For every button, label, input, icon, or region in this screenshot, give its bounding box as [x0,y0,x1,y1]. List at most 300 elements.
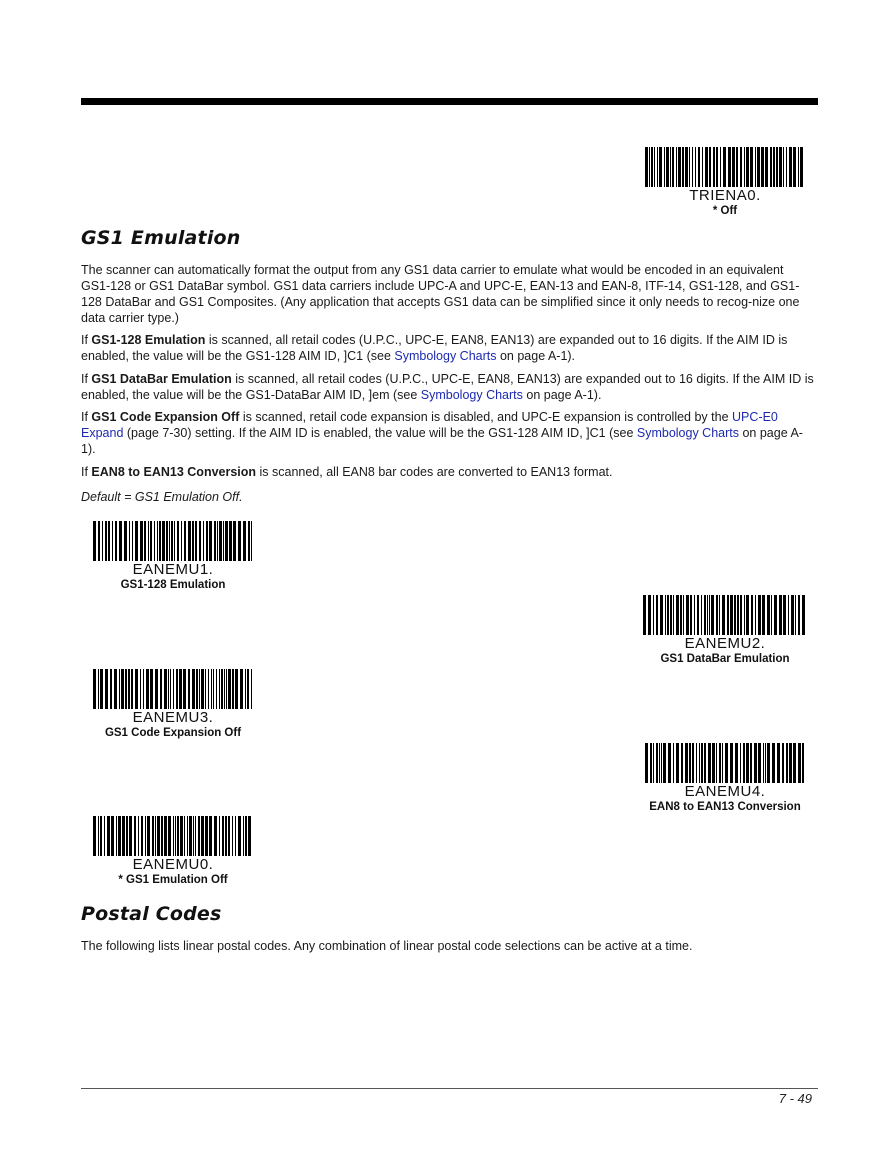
barcode-eanemu2[interactable] [640,595,810,665]
barcode-bar [654,147,655,187]
barcode-bar [755,147,756,187]
barcode-bar [148,521,149,561]
barcode-bar [716,595,718,635]
barcode-bar [214,521,216,561]
barcode-bar [734,595,736,635]
barcode-bar [189,816,192,856]
barcode-eanemu4[interactable] [640,743,810,813]
barcode-bar [649,147,650,187]
barcode-bar [177,816,179,856]
barcode-caption: GS1 Code Expansion Off [104,727,242,739]
barcode-bar [704,743,706,783]
barcode-bar [159,521,161,561]
barcode-bar [188,521,191,561]
barcode-bar [108,521,110,561]
paragraph-postal-intro: The following lists linear postal codes. Any combination of linear postal code selections can be active at a time. [81,939,693,953]
barcode-bars [643,147,807,187]
barcode-bar [233,521,236,561]
term-gs1-code-expansion-off: GS1 Code Expansion Off [91,410,240,424]
barcode-eanemu0[interactable] [87,816,259,886]
barcode-bar [196,669,198,709]
barcode-bar [789,147,792,187]
barcode-bars [91,669,255,709]
barcode-eanemu3[interactable] [87,669,259,739]
barcode-bar [765,147,768,187]
barcode-bar [761,147,764,187]
barcode-bar [110,669,112,709]
barcode-bar [758,595,761,635]
barcode-bar [707,595,708,635]
barcode-bar [98,816,99,856]
barcode-bar [665,595,666,635]
barcode-bar [201,816,204,856]
barcode-bar [138,816,139,856]
barcode-caption: GS1-128 Emulation [120,579,226,591]
barcode-bar [708,743,711,783]
barcode-code-text: EANEMU4. [684,783,766,800]
barcode-bar [195,816,196,856]
barcode-bar [648,595,651,635]
barcode-bar [771,595,772,635]
barcode-bar [690,595,692,635]
barcode-bar [664,147,665,187]
barcode-code-text: EANEMU3. [132,709,214,726]
barcode-bar [670,147,671,187]
barcode-bar [228,816,230,856]
barcode-bar [701,743,703,783]
barcode-bar [152,816,154,856]
barcode-bar [179,669,182,709]
barcode-bar [107,816,110,856]
barcode-bar [143,669,144,709]
barcode-bar [651,147,653,187]
barcode-bar [141,816,143,856]
barcode-bar [201,669,204,709]
term-ean8-to-ean13-conversion: EAN8 to EAN13 Conversion [91,465,257,479]
barcode-bar [676,743,679,783]
barcode-bar [716,147,718,187]
paragraph-intro: The scanner can automatically format the output from any GS1 data carrier to emulate what would be encoded in an equivalent GS1-128 or GS1 DataBar symbol. GS1 data carriers include UPC-A and UPC-E, EAN-13 and EAN-8, ITF-14, GS1-128, and GS1-128 DataBar and GS1 Composites. (Any application that accepts GS1 data can be simplified since it only needs to recog-nize one data carrier type.) [81,263,800,325]
barcode-bar [746,595,749,635]
barcode-bar [673,743,674,783]
barcode-bar [783,147,784,187]
barcode-bar [119,669,120,709]
barcode-bar [645,743,648,783]
barcode-trien0[interactable] [640,147,810,217]
barcode-bar [100,816,102,856]
barcode-bar [208,669,209,709]
barcode-bar [243,521,246,561]
barcode-bar [672,147,674,187]
barcode-bar [93,521,96,561]
barcode-bar [176,669,178,709]
barcode-bar [232,816,233,856]
barcode-bar [168,816,171,856]
barcode-bar [746,147,749,187]
barcode-bar [119,521,122,561]
barcode-bar [682,147,684,187]
barcode-bar [689,743,691,783]
barcode-bar [685,743,688,783]
barcode-bar [150,521,152,561]
barcode-bar [192,521,194,561]
barcode-bar [744,147,745,187]
barcode-bar [170,669,171,709]
barcode-bar [789,743,792,783]
barcode-bar [695,147,696,187]
barcode-bar [235,816,236,856]
barcode-bar [209,816,212,856]
barcode-bar [786,743,788,783]
barcode-bar [740,595,742,635]
barcode-bar [676,595,679,635]
barcode-bar [740,743,741,783]
barcode-bar [744,595,745,635]
barcode-bar [800,147,803,187]
barcode-bar [767,743,770,783]
barcode-bar [678,147,681,187]
section-heading-postal-codes: Postal Codes [81,903,222,925]
barcode-bar [199,521,201,561]
barcode-bar [115,521,117,561]
barcode-bar [720,147,721,187]
barcode-bar [180,816,183,856]
barcode-bar [181,521,182,561]
barcode-bar [118,816,121,856]
barcode-bar [98,521,100,561]
barcode-bar [248,816,251,856]
barcode-bar [251,521,252,561]
barcode-bar [713,147,715,187]
barcode-bar [686,595,689,635]
barcode-bar [93,816,96,856]
barcode-bar [705,147,708,187]
link-symbology-charts[interactable]: Symbology Charts [636,426,739,440]
barcode-bar [206,521,208,561]
barcode-bar [740,147,742,187]
barcode-bar [105,521,107,561]
barcode-bar [791,595,794,635]
barcode-bar [716,743,717,783]
barcode-bar [184,816,185,856]
link-symbology-charts[interactable]: Symbology Charts [420,388,523,402]
barcode-bar [661,743,662,783]
barcode-bar [187,816,188,856]
barcode-bar [225,521,228,561]
barcode-bar [697,595,699,635]
barcode-bar [663,743,666,783]
barcode-bar [777,743,780,783]
barcode-bar [155,816,156,856]
barcode-bar [93,669,96,709]
default-setting-text: Default = GS1 Emulation Off. [81,490,243,504]
barcode-bar [750,743,752,783]
barcode-bar [213,669,214,709]
barcode-bar [653,595,654,635]
barcode-bar [689,147,690,187]
barcode-bar [169,521,170,561]
barcode-bar [709,595,710,635]
barcode-bar [727,595,729,635]
barcode-caption: * GS1 Emulation Off [118,874,228,886]
barcode-bar [126,816,128,856]
barcode-bar [660,595,663,635]
barcode-bar [232,669,234,709]
barcode-bar [160,669,162,709]
barcode-bar [746,743,749,783]
barcode-bar [122,816,125,856]
barcode-bar [709,147,711,187]
barcode-bar [116,816,117,856]
barcode-bar [114,669,117,709]
barcode-bar [668,743,671,783]
barcode-bar [166,521,168,561]
barcode-bar [173,669,174,709]
barcode-bar [666,147,669,187]
barcode-bar [238,816,241,856]
barcode-bar [692,743,694,783]
barcode-bars [91,816,255,856]
barcode-bar [129,816,132,856]
barcode-bar [779,595,782,635]
barcode-code-text: EANEMU2. [684,635,766,652]
barcode-bar [656,595,658,635]
barcode-bar [699,743,700,783]
barcode-bar [157,816,160,856]
barcode-bar [221,669,223,709]
barcode-bars [643,743,807,783]
barcode-bar [219,669,220,709]
barcode-bar [659,743,660,783]
barcode-caption: * Off [712,205,738,217]
barcode-bar [144,521,146,561]
barcode-bar [228,669,231,709]
barcode-bars [643,595,807,635]
paragraph-gs1-128: If GS1-128 Emulation is scanned, all retail codes (U.P.C., UPC-E, EAN8, EAN13) are expanded out to 16 digits. If the AIM ID is enabled, the value will be the GS1-128 AIM ID, ]C1 (see Symbology Charts on page A-1). [81,333,788,363]
barcode-caption: EAN8 to EAN13 Conversion [649,801,801,813]
page-number: 7 - 49 [778,1091,812,1106]
barcode-code-text: TRIENA0. [689,187,761,204]
barcode-bar [102,521,103,561]
barcode-bar [125,669,127,709]
barcode-bar [643,595,646,635]
barcode-bar [205,816,208,856]
barcode-code-text: EANEMU0. [132,856,214,873]
barcode-bar [698,147,700,187]
barcode-bar [135,669,138,709]
barcode-bar [205,669,206,709]
barcode-bar [793,147,796,187]
barcode-bar [694,595,695,635]
paragraph-gs1-code-expansion: If GS1 Code Expansion Off is scanned, retail code expansion is disabled, and UPC-E expansion is controlled by the UPC-E0 Expand (page 7-30) setting. If the AIM ID is enabled, the value will be the GS1-128 AIM ID, ]C1 (see Symbology Charts on page A-1). [81,410,803,456]
barcode-bar [100,669,103,709]
barcode-bar [243,816,244,856]
barcode-bar [755,595,756,635]
barcode-bar [795,595,796,635]
barcode-bar [763,743,764,783]
barcode-bar [168,669,169,709]
barcode-bar [223,521,224,561]
barcode-bar [681,743,683,783]
barcode-bar [164,816,167,856]
barcode-bar [676,147,677,187]
barcode-bars [91,521,255,561]
barcode-bar [238,521,241,561]
section-heading-gs1-emulation: GS1 Emulation [81,227,241,249]
barcode-bar [240,669,243,709]
barcode-bar [783,595,786,635]
barcode-bar [147,816,150,856]
barcode-bar [712,743,715,783]
barcode-bar [772,743,775,783]
barcode-bar [683,595,684,635]
barcode-bar [173,816,174,856]
barcode-bar [98,669,99,709]
barcode-bar [164,669,167,709]
barcode-bar [765,743,766,783]
barcode-bar [216,669,217,709]
barcode-bar [184,521,186,561]
barcode-bar [750,147,753,187]
barcode-bar [134,816,136,856]
barcode-bar [798,147,799,187]
barcode-bar [802,743,804,783]
barcode-bar [128,669,130,709]
barcode-bar [195,521,197,561]
barcode-bar [217,521,218,561]
barcode-bar [192,669,195,709]
barcode-bar [774,595,777,635]
barcode-bar [229,521,232,561]
barcode-bar [743,743,745,783]
footer-rule [81,1088,818,1089]
barcode-bar [211,669,212,709]
barcode-bar [711,595,714,635]
barcode-bar [183,669,186,709]
barcode-bar [251,669,252,709]
barcode-bar [129,521,130,561]
barcode-bar [135,521,138,561]
barcode-bar [692,147,693,187]
barcode-bar [112,521,113,561]
barcode-bar [140,669,141,709]
barcode-bar [146,669,149,709]
barcode-bar [704,595,706,635]
barcode-bar [670,595,672,635]
barcode-bar [701,595,702,635]
barcode-bar [732,147,735,187]
barcode-bar [111,816,114,856]
barcode-bar [751,595,753,635]
barcode-bar [762,595,765,635]
term-gs1-128-emulation: GS1-128 Emulation [91,333,206,347]
barcode-bar [735,743,738,783]
barcode-bar [224,669,225,709]
barcode-bar [155,669,158,709]
barcode-bar [788,595,789,635]
barcode-eanemu1[interactable] [87,521,259,591]
barcode-bar [798,595,800,635]
barcode-bar [225,816,227,856]
barcode-bar [673,595,674,635]
barcode-bar [199,669,200,709]
barcode-bar [656,743,658,783]
barcode-bar [140,521,143,561]
barcode-bar [730,743,733,783]
barcode-bar [719,743,721,783]
barcode-bar [245,816,247,856]
barcode-bar [802,595,805,635]
barcode-bar [659,147,662,187]
link-upc-e0-expand[interactable]: UPC-E0 Expand [81,410,778,440]
barcode-bar [175,816,176,856]
barcode-bar [171,521,173,561]
paragraph-ean8-ean13: If EAN8 to EAN13 Conversion is scanned, all EAN8 bar codes are converted to EAN13 format. [81,465,613,479]
barcode-bar [725,743,728,783]
barcode-bar [105,669,108,709]
barcode-bar [188,669,190,709]
barcode-bar [219,816,220,856]
barcode-bar [767,595,770,635]
barcode-bar [161,816,163,856]
barcode-bar [198,816,200,856]
barcode-bar [798,743,801,783]
paragraph-gs1-databar: If GS1 DataBar Emulation is scanned, all retail codes (U.P.C., UPC-E, EAN8, EAN13) are expanded out to 16 digits. If the AIM ID is enabled, the value will be the GS1-DataBar AIM ID, ]em (see Symbology Charts on page A-1). [81,372,814,402]
barcode-code-text: EANEMU1. [132,561,214,578]
barcode-bar [779,147,782,187]
barcode-bar [104,816,105,856]
barcode-bar [219,521,222,561]
barcode-bar [650,743,652,783]
barcode-bar [657,147,658,187]
barcode-bar [174,521,175,561]
barcode-bar [214,816,217,856]
barcode-bar [758,743,761,783]
barcode-bar [782,743,784,783]
barcode-bar [645,147,648,187]
barcode-bar [722,595,725,635]
barcode-bar [222,816,224,856]
barcode-bar [157,521,158,561]
barcode-bar [793,743,796,783]
barcode-bar [723,147,726,187]
term-gs1-databar-emulation: GS1 DataBar Emulation [91,372,232,386]
barcode-bar [132,521,133,561]
barcode-bar [736,147,738,187]
barcode-caption: GS1 DataBar Emulation [660,653,790,665]
barcode-bar [131,669,133,709]
barcode-bar [247,669,249,709]
barcode-bar [150,669,153,709]
barcode-bar [203,521,204,561]
barcode-bar [776,147,778,187]
barcode-bar [680,595,682,635]
barcode-bar [773,147,775,187]
barcode-bar [696,743,697,783]
barcode-bar [685,147,688,187]
barcode-bar [154,521,155,561]
barcode-bar [653,743,654,783]
barcode-bar [145,816,146,856]
barcode-bar [177,521,179,561]
barcode-bar [737,595,739,635]
link-symbology-charts[interactable]: Symbology Charts [394,349,497,363]
barcode-bar [162,521,165,561]
barcode-bar [235,669,238,709]
barcode-bar [245,669,246,709]
barcode-bar [757,147,760,187]
barcode-bar [193,816,194,856]
